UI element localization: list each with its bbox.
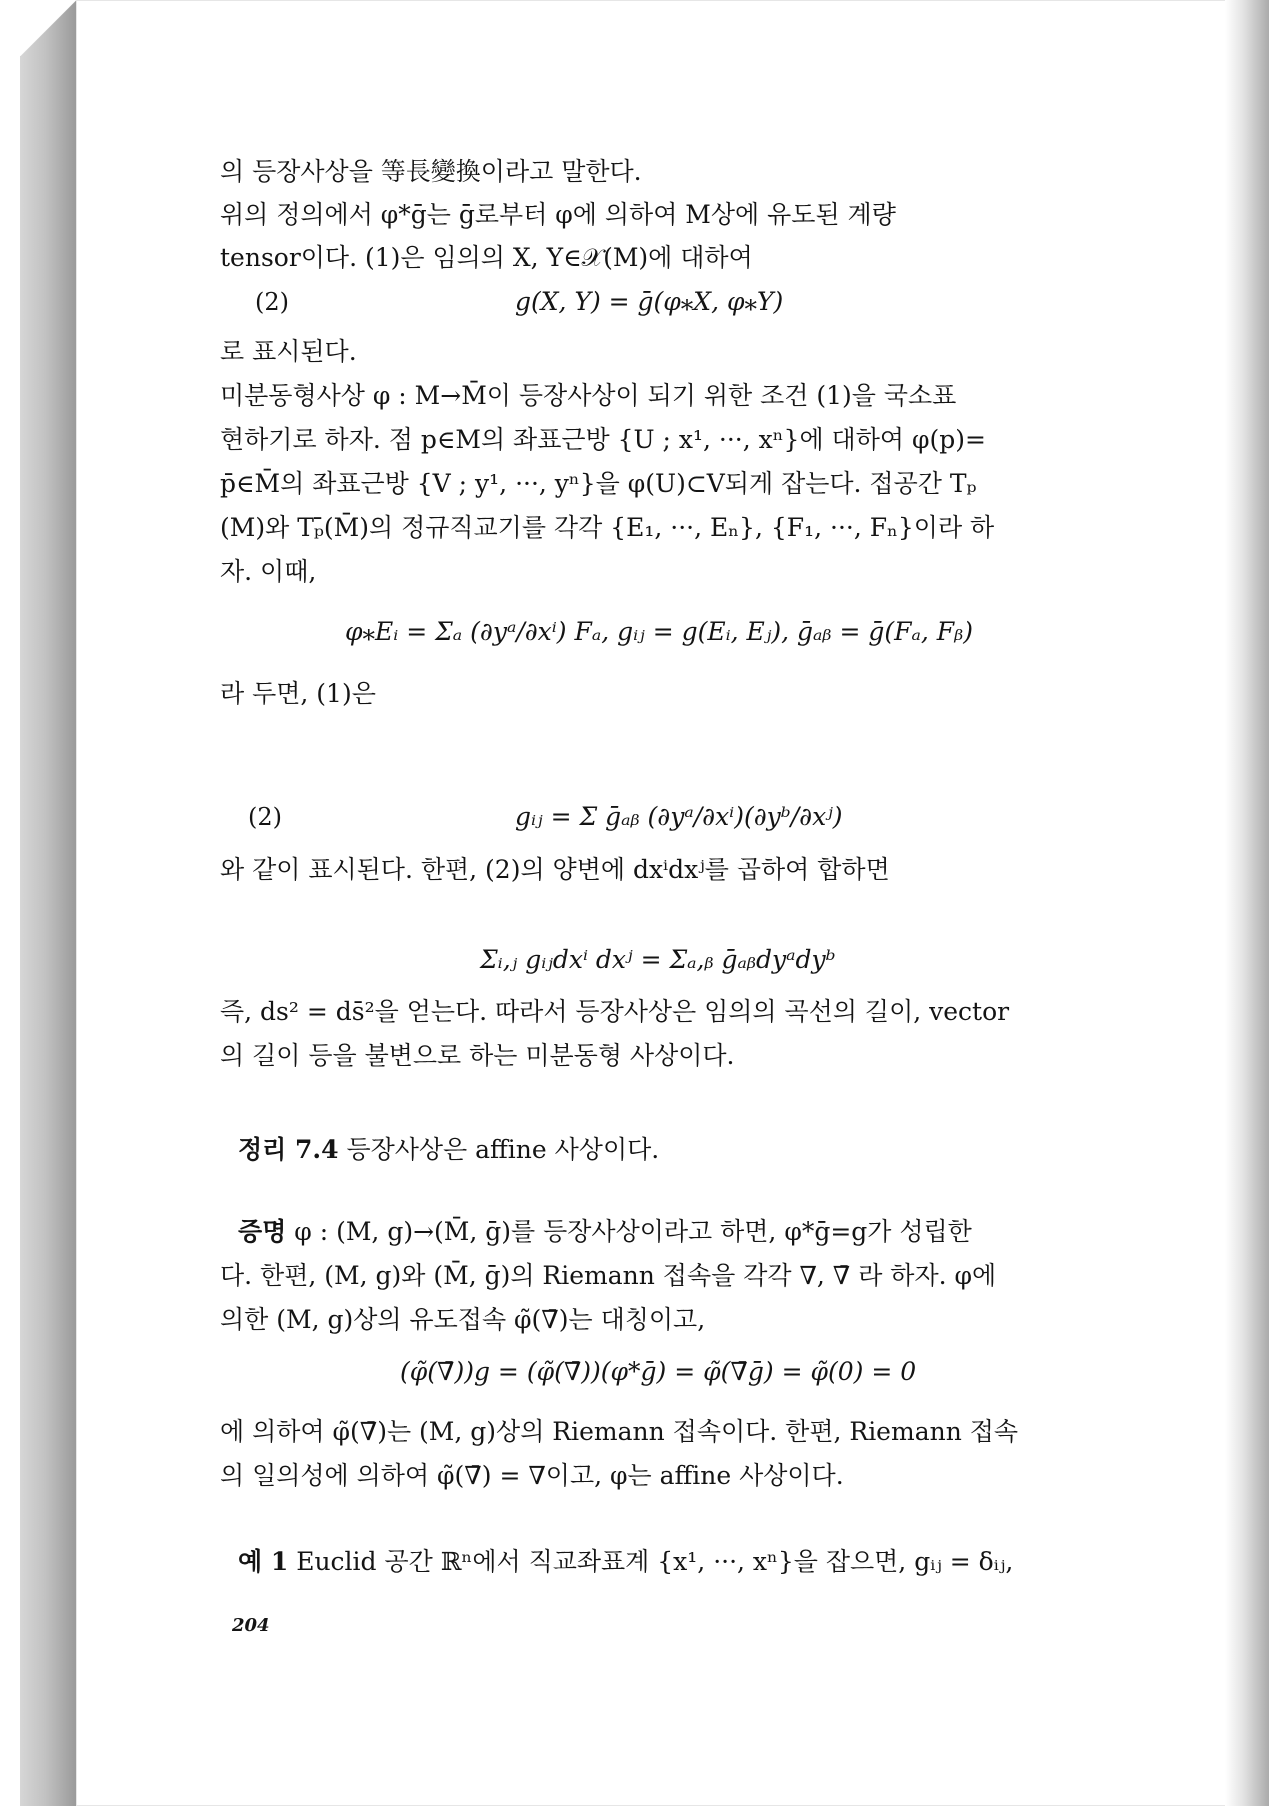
equation: gᵢⱼ = Σ ḡₐᵦ (∂yᵃ/∂xⁱ)(∂yᵇ/∂xʲ) [515, 802, 843, 831]
text-line: 와 같이 표시된다. 한편, (2)의 양변에 dxⁱdxʲ를 곱하여 합하면 [220, 855, 890, 884]
text-line: 즉, ds² = ds̄²을 얻는다. 따라서 등장사상은 임의의 곡선의 길이, vector [220, 997, 1010, 1026]
text-line: 의 일의성에 의하여 φ̃(∇̄) = ∇이고, φ는 affine 사상이다. [220, 1461, 844, 1490]
equation-number: (2) [255, 288, 289, 316]
page-number: 204 [232, 1615, 270, 1636]
text-line: 위의 정의에서 φ*ḡ는 ḡ로부터 φ에 의하여 M상에 유도된 계량 [220, 200, 896, 229]
text-line: tensor이다. (1)은 임의의 X, Y∈𝒳(M)에 대하여 [220, 243, 753, 272]
text-line: 의 길이 등을 불변으로 하는 미분동형 사상이다. [220, 1041, 735, 1070]
book-corner [20, 0, 76, 56]
text-line: 로 표시된다. [220, 337, 357, 366]
text-line: 의한 (M, g)상의 유도접속 φ̃(∇̄)는 대칭이고, [220, 1305, 706, 1334]
proof-label: 증명 [238, 1217, 287, 1246]
text-line: 자. 이때, [220, 557, 317, 586]
text-line: (M)와 Tₚ̄(M̄)의 정규직교기를 각각 {E₁, ···, Eₙ}, {F₁, ···, Fₙ}이라 하 [220, 513, 995, 542]
page-edge-shadow [1225, 0, 1269, 1806]
equation: Σᵢ,ⱼ gᵢⱼdxⁱ dxʲ = Σₐ,ᵦ ḡₐᵦdyᵃdyᵇ [480, 945, 836, 974]
theorem [238, 1128, 1118, 1172]
text-line: 다. 한편, (M, g)와 (M̄, ḡ)의 Riemann 접속을 각각 ∇, ∇̄ 라 하자. φ에 [220, 1261, 997, 1290]
text-line: 미분동형사상 φ : M→M̄이 등장사상이 되기 위한 조건 (1)을 국소표 [220, 381, 957, 410]
theorem-label: 정리 7.4 [238, 1135, 339, 1164]
proof-line [238, 1210, 1118, 1254]
proof-text: φ : (M, g)→(M̄, ḡ)를 등장사상이라고 하면, φ*ḡ=g가 성립한 [286, 1217, 972, 1246]
example-label: 예 1 [238, 1547, 289, 1576]
equation: φ⁎Eᵢ = Σₐ (∂yᵃ/∂xⁱ) Fₐ, gᵢⱼ = g(Eᵢ, Eⱼ), ḡₐᵦ = ḡ(Fₐ, Fᵦ) [345, 617, 973, 646]
text-line: 에 의하여 φ̃(∇̄)는 (M, g)상의 Riemann 접속이다. 한편, Riemann 접속 [220, 1417, 1019, 1446]
text-line: 라 두면, (1)은 [220, 679, 376, 708]
text-line: 현하기로 하자. 점 p∈M의 좌표근방 {U ; x¹, ···, xⁿ}에 대하여 φ(p)= [220, 425, 986, 454]
text-line: 의 등장사상을 等長變換이라고 말한다. [220, 157, 642, 186]
text-line: p̄∈M̄의 좌표근방 {V ; y¹, ···, yⁿ}을 φ(U)⊂V되게 잡는다. 접공간 Tₚ [220, 469, 977, 498]
example-line [238, 1540, 1118, 1584]
theorem-text: 등장사상은 affine 사상이다. [338, 1135, 660, 1164]
equation: g(X, Y) = ḡ(φ⁎X, φ⁎Y) [515, 287, 784, 316]
equation: (φ̃(∇̄))g = (φ̃(∇̄))(φ*ḡ) = φ̃(∇̄ḡ) = φ̃(0) = 0 [400, 1357, 917, 1386]
equation-number: (2) [248, 803, 282, 831]
example-text: Euclid 공간 ℝⁿ에서 직교좌표계 {x¹, ···, xⁿ}을 잡으면, gᵢⱼ = δᵢⱼ, [288, 1547, 1014, 1576]
book-spine [20, 0, 76, 1806]
